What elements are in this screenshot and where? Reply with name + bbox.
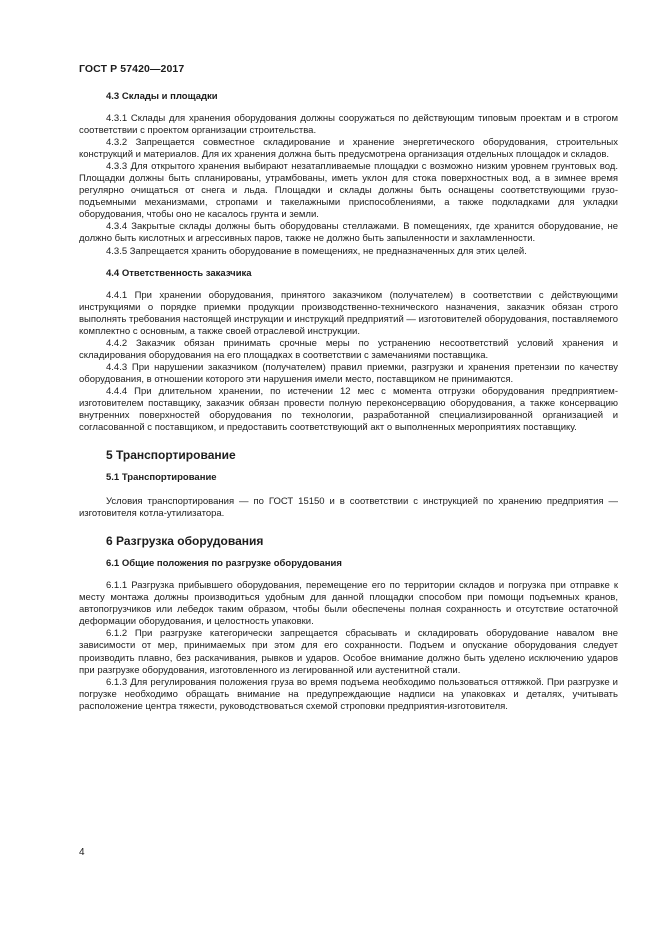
paragraph-4-3-2: 4.3.2 Запрещается совместное складирование и хранение энергетического оборудования, строительных конструкций и материалов. Для их хранения должна быть предусмотрена организация отдельных площадок и складов. xyxy=(79,137,618,161)
section-title-4-4: 4.4 Ответственность заказчика xyxy=(106,267,252,279)
section-title-6: 6 Разгрузка оборудования xyxy=(106,534,264,549)
paragraph-4-4-2: 4.4.2 Заказчик обязан принимать срочные меры по устранению несоответствий условий хранения и складирования оборудования на его площадках в соответствии с замечаниями поставщика. xyxy=(79,337,618,361)
paragraph-6-1-1: 6.1.1 Разгрузка прибывшего оборудования, перемещение его по территории складов и погрузка при отправке к месту монтажа должны производиться удобным для данной площадки способом при помощи подъемных кранов, автопогрузчиков или лебедок таким образом, чтобы были обеспечены полная сохранность и отсутствие остаточной деформации оборудования, и целостность упаковки. xyxy=(79,580,618,628)
subsection-title-5-1: 5.1 Транспортирование xyxy=(106,472,217,484)
document-header: ГОСТ Р 57420—2017 xyxy=(79,63,185,75)
paragraph-6-1-3: 6.1.3 Для регулирования положения груза во время подъема необходимо пользоваться оттяжкой. При разгрузке и погрузке необходимо обращать внимание на предупреждающие надписи на упаковках и деталях, учитывать расположение центра тяжести, руководствоваться схемой строповки предприятия-изготовителя. xyxy=(79,676,618,712)
page-number: 4 xyxy=(79,847,85,858)
paragraph-6-1-2: 6.1.2 При разгрузке категорически запрещается сбрасывать и складировать оборудование навалом вне зависимости от мер, принимаемых при этом для его сохранности. Подъем и опускание оборудования следует производить плавно, без раскачивания, рывков и ударов. Особое внимание должно быть уделено исключению ударов при разгрузке оборудования, изготовленного из легированной или аустенитной стали. xyxy=(79,628,618,676)
paragraph-4-4-3: 4.4.3 При нарушении заказчиком (получателем) правил приемки, разгрузки и хранения претензии по качеству оборудования, в отношении которого эти нарушения имели место, поставщиком не принимаются. xyxy=(79,361,618,385)
paragraph-5-1: Условия транспортирования — по ГОСТ 15150 и в соответствии с инструкцией по хранению предприятия — изготовителя котла-утилизатора. xyxy=(79,496,618,520)
paragraph-4-3-3: 4.3.3 Для открытого хранения выбирают незатапливаемые площадки с возможно низким уровнем грунтовых вод. Площадки должны быть спланированы, утрамбованы, иметь уклон для стока поверхностных вод, а в зимнее время регулярно очищаться от снега и льда. Площадки и склады должны быть оснащены соответствующими грузо-подъемными механизмами, стропами и такелажными приспособлениями, а также подкладками для укладки оборудования, чтобы оно не касалось грунта и земли. xyxy=(79,161,618,221)
paragraph-4-3-1: 4.3.1 Склады для хранения оборудования должны сооружаться по действующим типовым проектам и в строгом соответствии с проектом организации строительства. xyxy=(79,113,618,137)
section-title-5: 5 Транспортирование xyxy=(106,448,236,463)
section-title-4-3: 4.3 Склады и площадки xyxy=(106,91,218,102)
subsection-title-6-1: 6.1 Общие положения по разгрузке оборудования xyxy=(106,558,342,570)
paragraph-4-4-1: 4.4.1 При хранении оборудования, принятого заказчиком (получателем) в соответствии с действующими инструкциями о порядке приемки продукции производственно-технического назначения, заказчик обязан строго выполнять требования настоящей инструкции и инструкций предприятий — изготовителей оборудования, поставляемого комплектно с основным, а также своей отраслевой инструкции. xyxy=(79,289,618,337)
paragraph-4-4-4: 4.4.4 При длительном хранении, по истечении 12 мес с момента отгрузки оборудования предприятием-изготовителем поставщику, заказчик обязан провести полную переконсервацию оборудования, а также консервацию внутренних поверхностей оборудования по технологии, разработанной специализированной организацией и согласованной с поставщиком, и предоставить соответствующий акт о выполненных мероприятиях поставщику. xyxy=(79,385,618,434)
paragraph-4-3-4: 4.3.4 Закрытые склады должны быть оборудованы стеллажами. В помещениях, где хранится оборудование, не должно быть кислотных и агрессивных паров, также не должно быть запыленности и захламленности. xyxy=(79,221,618,245)
paragraph-4-3-5: 4.3.5 Запрещается хранить оборудование в помещениях, не предназначенных для этих целей. xyxy=(106,245,527,257)
document-body xyxy=(79,91,618,713)
